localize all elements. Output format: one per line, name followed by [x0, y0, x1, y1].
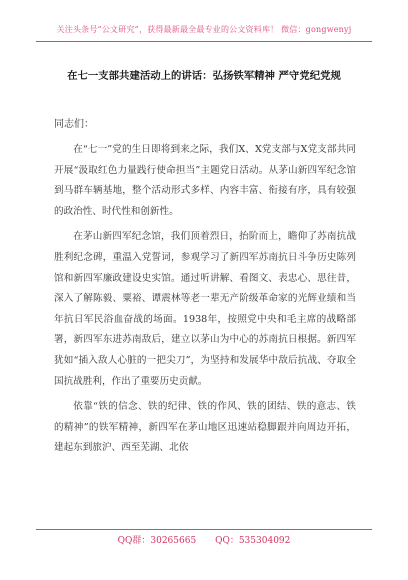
- salutation: 同志们：: [54, 119, 94, 130]
- footer-qq-group: QQ群：30265665: [117, 536, 197, 546]
- footer-qq: QQ：535304092: [215, 536, 291, 546]
- body-paragraph-3: 依靠“铁的信念、铁的纪律、铁的作风、铁的团结、铁的意志、铁的精神”的铁军精神，新四军在茅山地区迅速站稳脚跟并向周边开拓，建起东到旅沪、西至芜湖、北依: [54, 401, 356, 454]
- header-divider: [36, 41, 372, 42]
- document-title: 在七一支部共建活动上的讲话：弘扬铁军精神 严守党纪党规: [67, 70, 341, 82]
- body-paragraph-1: 在“七一”党的生日即将到来之际，我们X、X党支部与X党支部共同开展“汲取红色力量践行使命担当”主题党日活动。从茅山新四军纪念馆到马群车辆基地，整个活动形式多样、内容丰富、衔接有序，具有较强的政治性、时代性和创新性。: [54, 144, 356, 217]
- header-banner: 关注头条号“公文研究”，获得最新最全最专业的公文资料库！ 微信：gongwenyj: [56, 25, 352, 34]
- footer-divider: [36, 529, 372, 530]
- body-paragraph-2: 在茅山新四军纪念馆，我们顶着烈日，抬阶而上，瞻仰了苏南抗战胜利纪念碑，重温入党誓词，参观学习了新四军苏南抗日斗争历史陈列馆和新四军廉政建设史实馆。通过听讲解、看图文、表忠心、思往昔，深入了解陈毅、粟裕、谭震林等老一辈无产阶级革命家的光辉业绩和当年抗日军民浴血奋战的场面。1938年，按照党中央和毛主席的战略部署，新四军东进苏南敌后，建立以茅山为中心的苏南抗日根据。新四军犹如“插入敌人心脏的一把尖刀”，为坚持和发展华中敌后抗战、夺取全国抗战胜利，作出了重要历史贡献。: [54, 231, 356, 387]
- document-body: [54, 140, 356, 464]
- footer-contact: [36, 533, 372, 546]
